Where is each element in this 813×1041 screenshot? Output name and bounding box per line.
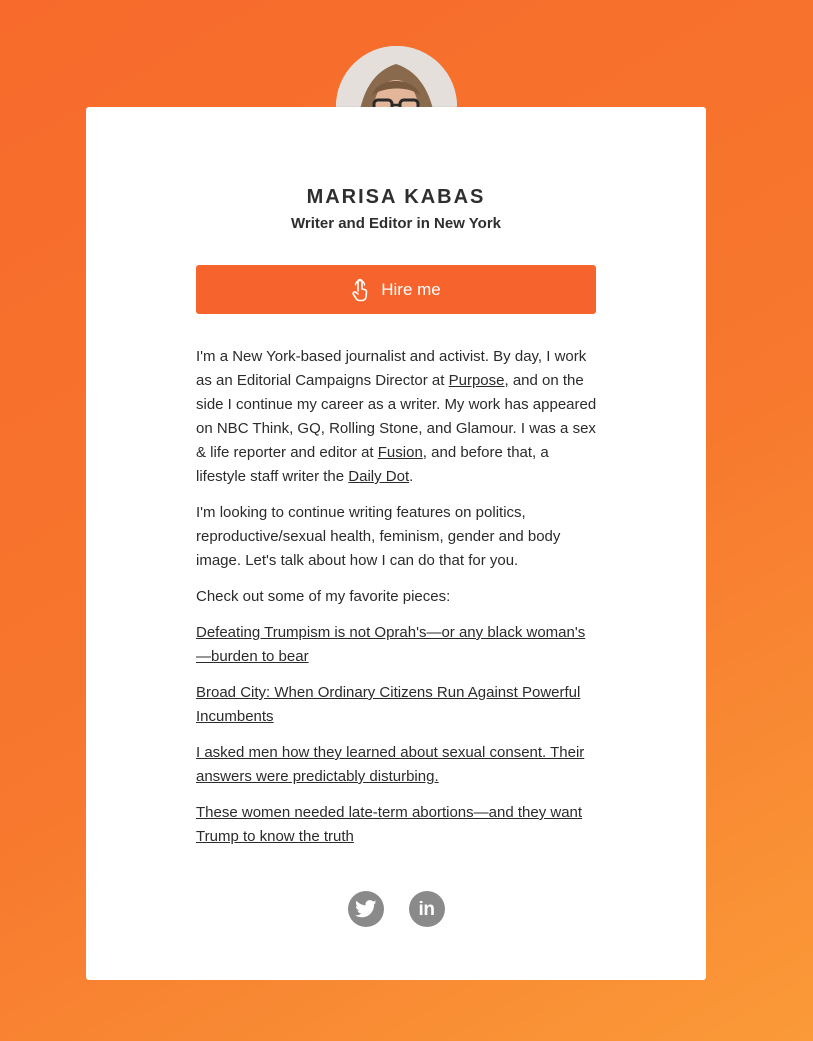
hire-me-button[interactable] (196, 265, 596, 314)
hand-pointer-icon (351, 278, 369, 302)
bio-text: , and on the side I continue my career as a writer. My work has appeared on NBC Think, GQ, Rolling Stone, and Glamour. I was a sex & life reporter and editor at (196, 372, 597, 461)
bio-text: , and before that, a lifestyle staff writer the (196, 444, 549, 485)
social-links (86, 891, 706, 927)
piece-item (196, 681, 598, 729)
profile-card (86, 107, 706, 980)
bio-paragraph-2: I'm looking to continue writing features on politics, reproductive/sexual health, feminism, gender and body image. Let's talk about how I can do that for you. (196, 504, 561, 569)
purpose-link[interactable]: Purpose (448, 372, 505, 389)
bio-text: . (409, 468, 414, 485)
profile-name: MARISA KABAS (306, 186, 486, 208)
piece-item (196, 741, 598, 789)
bio-text: I'm a New York-based journalist and activist. By day, I work as an Editorial Campaigns Director at (196, 348, 587, 389)
hire-me-label: Hire me (381, 279, 441, 299)
bio-paragraph-1 (196, 345, 598, 489)
profile-tagline: Writer and Editor in New York (290, 215, 502, 232)
fusion-link[interactable]: Fusion (377, 444, 423, 461)
bio-paragraph-3: Check out some of my favorite pieces: (196, 588, 451, 605)
daily-dot-link[interactable]: Daily Dot (348, 468, 410, 485)
piece-link-consent[interactable]: I asked men how they learned about sexual consent. Their answers were predictably disturbing. (196, 744, 585, 785)
piece-link-oprah[interactable]: Defeating Trumpism is not Oprah's—or any black woman's—burden to bear (196, 624, 586, 665)
piece-item (196, 621, 598, 669)
bio-content (196, 345, 598, 861)
piece-link-abortions[interactable]: These women needed late-term abortions—and they want Trump to know the truth (196, 804, 583, 845)
twitter-icon (355, 900, 377, 918)
linkedin-button[interactable] (409, 891, 445, 927)
twitter-button[interactable] (348, 891, 384, 927)
linkedin-icon: in (418, 898, 435, 920)
piece-link-broad-city[interactable]: Broad City: When Ordinary Citizens Run Against Powerful Incumbents (196, 684, 581, 725)
piece-item (196, 801, 598, 849)
